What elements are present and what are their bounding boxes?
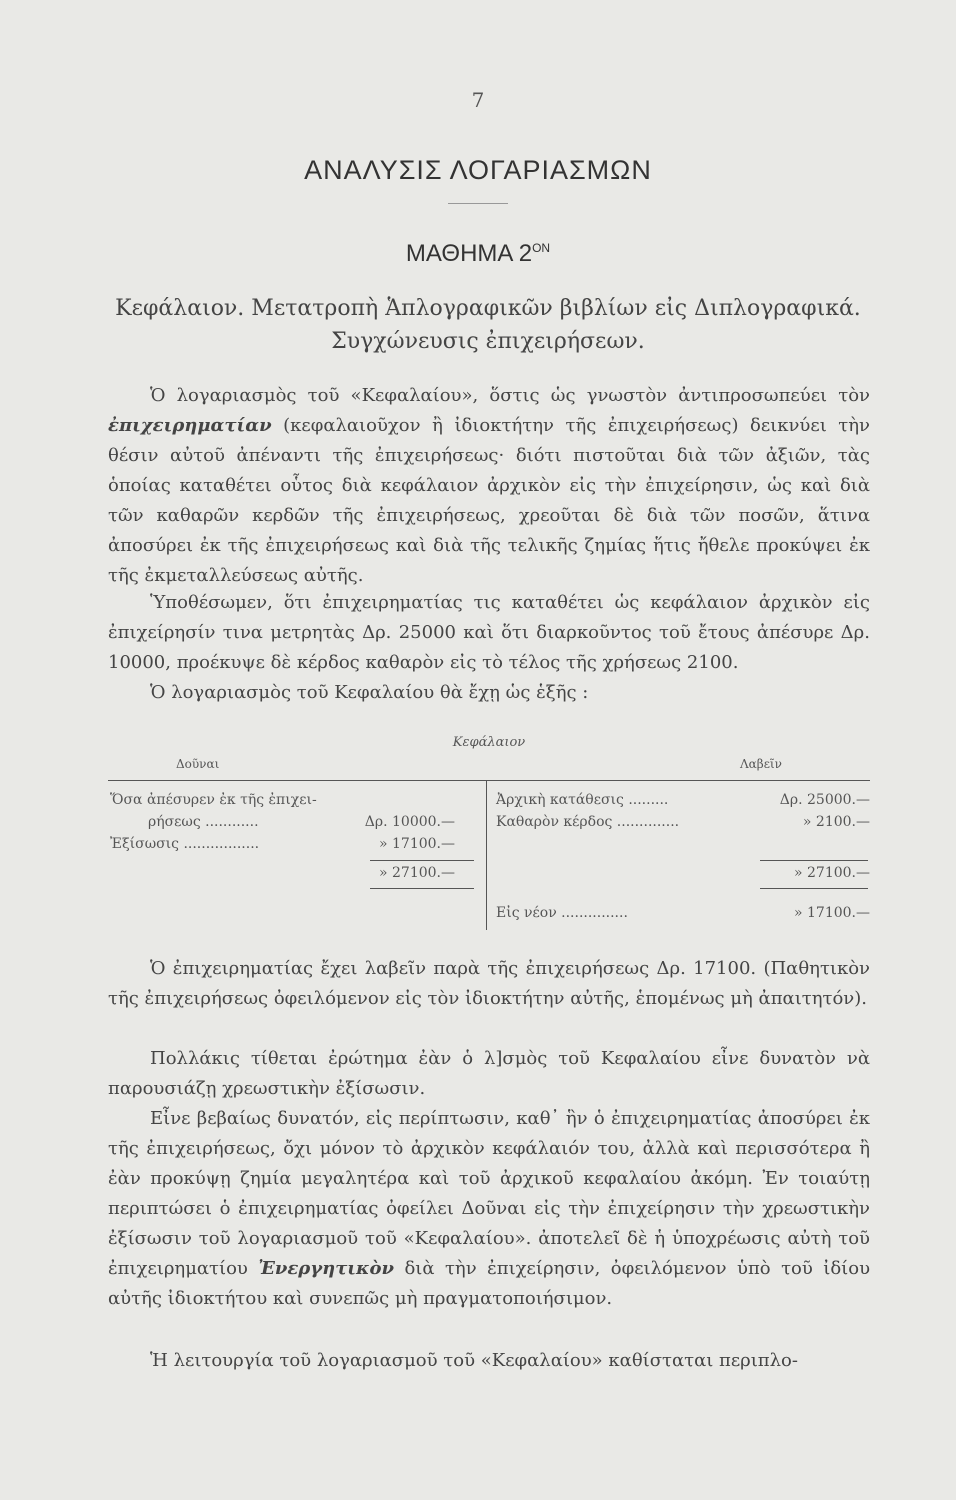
credit-row-2-amount: » 2100.— <box>802 814 870 830</box>
lesson-heading <box>0 240 956 268</box>
debit-total: » 27100.— <box>378 865 455 881</box>
account-top-line <box>108 780 870 781</box>
paragraph-7: Ἡ λειτουργία τοῦ λογαριασμοῦ τοῦ «Κεφαλαίου» καθίσταται περιπλο- <box>150 1350 798 1371</box>
paragraph-1-end: (κεφαλαιοῦχον ἢ ἰδιοκτήτην τῆς ἐπιχειρήσεως) δεικνύει τὴν θέσιν αὐτοῦ ἀπέναντι τῆς ἐπιχειρήσεως· διότι πιστοῦται διὰ τῶν ἀξιῶν, τὰς ὁποίας καταθέτει οὗτος διὰ κεφάλαιον ἀρχικὸν εἰς τὴν ἐπιχείρησιν, ὡς καὶ διὰ τῶν καθαρῶν κερδῶν τῆς ἐπιχειρήσεως, χρεοῦται δὲ διὰ τῶν ποσῶν, ἅτινα ἀποσύρει ἐκ τῆς ἐπιχειρήσεως καὶ διὰ τῆς τελικῆς ζημίας ἥτις ἤθελε προκύψει ἐκ τῆς ἐκμεταλλεύσεως αὐτῆς. <box>108 415 870 586</box>
paragraph-6-start: Εἶνε βεβαίως δυνατόν, εἰς περίπτωσιν, καθ᾽ ἣν ὁ ἐπιχειρηματίας ἀποσύρει ἐκ τῆς ἐπιχειρήσεως, ὄχι μόνον τὸ ἀρχικὸν κεφάλαιόν του, ἀλλὰ καὶ περισσότερα ἢ ἐὰν προκύψῃ ζημία μεγαλητέρα καὶ τοῦ ἀρχικοῦ κεφαλαίου ἀκόμη. Ἐν τοιαύτῃ περιπτώσει ὁ ἐπιχειρηματίας ὀφείλει Δοῦναι εἰς τὴν ἐπιχείρησιν τὴν χρεωστικὴν ἐξίσωσιν τοῦ λογαριασμοῦ τοῦ «Κεφαλαίου». ἀποτελεῖ δὲ ἡ ὑποχρέωσις αὐτὴ τοῦ ἐπιχειρηματίου <box>108 1108 870 1279</box>
credit-header: Λαβεῖν <box>740 757 782 771</box>
debit-row-1-line-1: Ὅσα ἀπέσυρεν ἐκ τῆς ἐπιχει- <box>110 792 317 808</box>
credit-row-1-label: Ἀρχικὴ κατάθεσις ......... <box>496 792 669 808</box>
debit-row-2-label: Ἐξίσωσις ................. <box>110 836 260 852</box>
page-number: 7 <box>471 88 485 112</box>
credit-row-1-amount: Δρ. 25000.— <box>779 792 870 808</box>
credit-row-3-label: Εἰς νέον ............... <box>496 905 628 921</box>
paragraph-5: Πολλάκις τίθεται ἐρώτημα ἐὰν ὁ λ]σμὸς τοῦ Κεφαλαίου εἶνε δυνατὸν νὰ παρουσιάζῃ χρεωστικὴν ἐξίσωσιν. <box>108 1048 870 1099</box>
title-rule <box>448 203 508 204</box>
chapter-heading <box>108 292 868 358</box>
debit-row-1-amount: Δρ. 10000.— <box>364 814 455 830</box>
paragraph-1 <box>108 381 870 591</box>
account-name: Κεφάλαιον <box>452 735 526 750</box>
section-title: ΑΝΑΛΥΣΙΣ ΛΟΓΑΡΙΑΣΜΩΝ <box>304 155 652 185</box>
credit-sum-line <box>760 860 868 861</box>
debit-sum-line <box>370 860 474 861</box>
paragraph-2: Ὑποθέσωμεν, ὅτι ἐπιχειρηματίας τις καταθέτει ὡς κεφάλαιον ἀρχικὸν εἰς ἐπιχείρησίν τινα μετρητὰς Δρ. 25000 καὶ ὅτι διαρκοῦντος τοῦ ἔτους ἀπέσυρε Δρ. 10000, προέκυψε δὲ κέρδος καθαρὸν εἰς τὸ τέλος τῆς χρήσεως 2100. <box>108 592 870 673</box>
paragraph-6-end: διὰ τὴν ἐπιχείρησιν, ὀφειλόμενον ὑπὸ τοῦ ἰδίου αὐτῆς ἰδιοκτήτου καὶ συνεπῶς μὴ πραγματοποιήσιμον. <box>108 1258 871 1309</box>
credit-total-underline <box>760 888 868 889</box>
debit-row-1-line-2: ρήσεως ............ <box>148 814 259 830</box>
paragraph-4: Ὁ ἐπιχειρηματίας ἔχει λαβεῖν παρὰ τῆς ἐπιχειρήσεως Δρ. 17100. (Παθητικὸν τῆς ἐπιχειρήσεως ὀφειλόμενον εἰς τὸν ἰδιοκτήτην αὐτῆς, ἑπομένως μὴ ἀπαιτητόν). <box>108 958 870 1009</box>
chapter-line-1: Κεφάλαιον. Μετατροπὴ Ἁπλογραφικῶν βιβλίων εἰς Διπλογραφικά. <box>115 296 861 321</box>
credit-row-2-label: Καθαρὸν κέρδος .............. <box>496 814 680 830</box>
lesson-label: ΜΑΘΗΜΑ 2 <box>405 240 533 267</box>
debit-row-2-amount: » 17100.— <box>378 836 455 852</box>
term-entrepreneur: ἐπιχειρηματίαν <box>108 415 272 436</box>
capital-t-account <box>108 735 870 935</box>
paragraph-6 <box>108 1104 870 1314</box>
credit-row-3-amount: » 17100.— <box>793 905 870 921</box>
lesson-ordinal: ΟΝ <box>532 241 551 255</box>
chapter-line-2: Συγχώνευσις ἐπιχειρήσεων. <box>331 329 645 354</box>
paragraph-1-start: Ὁ λογαριασμὸς τοῦ «Κεφαλαίου», ὅστις ὡς γνωστὸν ἀντιπροσωπεύει τὸν <box>150 385 870 406</box>
debit-header: Δοῦναι <box>176 757 220 771</box>
debit-total-underline <box>370 888 474 889</box>
term-assets: Ἐνεργητικὸν <box>258 1258 395 1279</box>
credit-total: » 27100.— <box>793 865 870 881</box>
paragraph-3: Ὁ λογαριασμὸς τοῦ Κεφαλαίου θὰ ἔχῃ ὡς ἑξῆς : <box>150 682 589 703</box>
account-center-line <box>486 780 487 930</box>
